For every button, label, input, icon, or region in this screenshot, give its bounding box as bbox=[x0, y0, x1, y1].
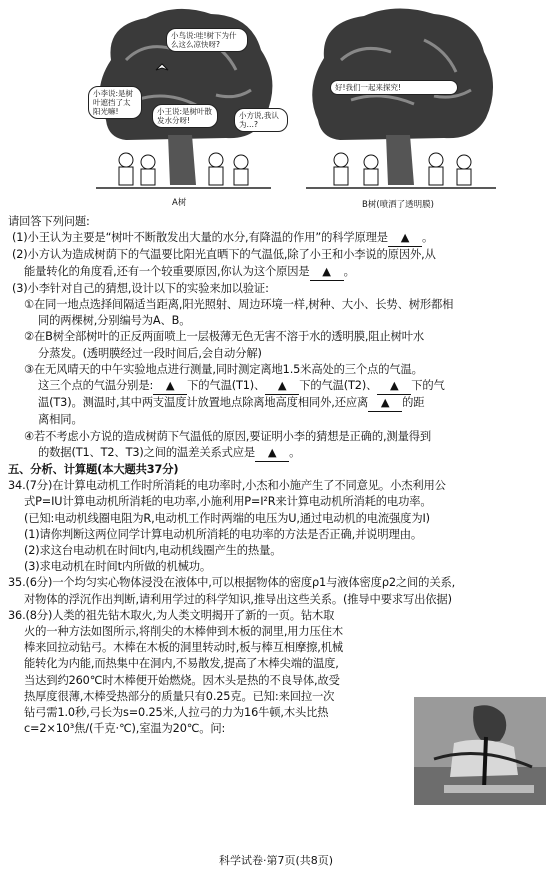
text-line: 的数据(T1、T2、T3)之间的温差关系式应是 bbox=[38, 445, 256, 459]
text-line: 35.(6分)一个均匀实心物体浸没在液体中,可以根据物体的密度ρ1与液体密度ρ2之间的关系, bbox=[8, 576, 456, 590]
tree-b-caption: B树(喷洒了透明膜) bbox=[362, 200, 434, 210]
text-line: 温(T3)。测温时,其中两支温度计放置地点除离地高度相同外,还应离 bbox=[38, 396, 369, 410]
text-line: ②在B树全部树叶的正反两面喷上一层极薄无色无害不溶于水的透明膜,阻止树叶水 bbox=[24, 330, 425, 344]
text-line: (2)求这台电动机在时间t内,电动机线圈产生的热量。 bbox=[24, 544, 282, 558]
bird-speech-bubble: 小鸟说:哇!树下为什么这么凉快呀? bbox=[166, 28, 248, 52]
text-line: (3)求电动机在时间t内所做的机械功。 bbox=[24, 560, 212, 574]
text-line: 能转化为内能,而热集中在洞内,不易散发,提高了木棒尖端的温度, bbox=[24, 657, 339, 671]
text-line: 式P=IU计算电动机所消耗的电功率,小施利用P=I²R来计算电动机所消耗的电功率。 bbox=[24, 495, 432, 509]
text-line: 34.(7分)在计算电动机工作时所消耗的电功率时,小杰和小施产生了不同意见。小杰利用公 bbox=[8, 479, 446, 493]
text-line: (3)小李针对自己的猜想,设计以下的实验来加以验证: bbox=[12, 281, 269, 295]
text-line: c=2×10³焦/(千克·℃),室温为20℃。问: bbox=[24, 722, 226, 736]
text-line: ①在同一地点选择间隔适当距离,阳光照射、周边环境一样,树种、大小、长势、树形都相 bbox=[24, 298, 454, 312]
section-heading: 五、分析、计算题(本大题共37分) bbox=[8, 463, 179, 477]
text-line: 钻弓需1.0秒,弓长为s=0.25米,人拉弓的力为16牛顿,木头比热 bbox=[24, 706, 329, 720]
xiaoli-speech-bubble: 小李说:是树叶遮挡了太阳光嘛! bbox=[88, 86, 142, 119]
text-line: 36.(8分)人类的祖先钻木取火,为人类文明揭开了新的一页。钻木取 bbox=[8, 608, 335, 622]
answer-blank[interactable]: ▲ bbox=[310, 264, 344, 281]
answer-blank[interactable]: ▲ bbox=[388, 230, 422, 247]
text-line: 这三个点的气温分别是: bbox=[38, 379, 154, 393]
text-line: (1)请你判断这两位同学计算电动机所消耗的电功率的方法是否正确,并说明理由。 bbox=[24, 527, 422, 541]
text-line: ③在无风晴天的中午实验地点进行测量,同时测定离地1.5米高处的三个点的气温。 bbox=[24, 362, 423, 376]
answer-blank[interactable]: ▲ bbox=[153, 378, 187, 395]
text-line: (已知:电动机线圈电阻为R,电动机工作时两端的电压为U,通过电动机的电流强度为I) bbox=[24, 511, 430, 525]
text-line: 分蒸发。(透明膜经过一段时间后,会自动分解) bbox=[38, 346, 262, 360]
text-line: 棒来回拉动钻弓。木棒在木板的洞里转动时,板与棒互相摩擦,机械 bbox=[24, 641, 343, 655]
answer-blank[interactable]: ▲ bbox=[265, 378, 299, 395]
tree-b-speech-bubble: 好!我们一起来探究! bbox=[330, 80, 458, 95]
text-line: 请回答下列问题: bbox=[8, 215, 90, 228]
text-line: (1)小王认为主要是“树叶不断散发出大量的水分,有降温的作用”的科学原理是 bbox=[12, 231, 388, 245]
question-text: 请回答下列问题: (1)小王认为主要是“树叶不断散发出大量的水分,有降温的作用”的科学原理是 ▲ 。 (2)小方认为造成树荫下的气温要比阳光直晒下的气温低,除了小王和小李说的原因外,从 能量转化的角度看,还有一个较重要原因,你认为这个原因是 ▲ 。 (3)小李针对自己的猜想,设计以下的实验来加以验证: ①在同一地点选择间隔适当距离,阳光照射、周边环境一样,树种、大小、长势、树形都相 同的两棵树,分别编号为A、B。 ②在B树全部树叶的正反两面喷上一层极薄无色无害不溶于水的透明膜,阻止树叶水 分蒸发。(透明膜经过一段时间后,会自动分解) ③在无风晴天的中午实验地点进行测量,同时测定离地1.5米高处的三个点的气温。 这三个点的气温分别是: ▲ 下的气温(T1)、 ▲ 下的气温(T2)、 ▲ 下的气 温(T3)。测温时,其中两支温度计放置地点除离地高度相同外,还应离 ▲ 的距 离相同。 ④若不考虑小方说的造成树荫下气温低的原因,要证明小李的猜想是正确的,测量得到 的数据(T1、T2、T3)之间的温差关系式应是 ▲ 。 五、分析、计算题(本大题共37分) 34.(7分)在计算电动机工作时所消耗的电功率时,小杰和小施产生了不同意见。小杰利用公 式P=IU计算电动机所消耗的电功率,小施利用P=I²R来计算电动机所消耗的电功率。 (已知:电动机线圈电阻为R,电动机工作时两端的电压为U,通过电动机的电流强度为I) (1)请你判断这两位同学计算电动机所消耗的电功率的方法是否正确,并说明理由。 (2)求这台电动机在时间t内,电动机线圈产生的热量。 (3)求电动机在时间t内所做的机械功。 35.(6分)一个均匀实心物体浸没在液体中,可以根据物体的密度ρ1与液体密度ρ2之间的关系, 对物体的浮沉作出判断,请利用学过的科学知识,推导出这些关系。(推导中要求写出依据) 36.(8分)人类的祖先钻木取火,为人类文明揭开了新的一页。钻木取 火的一种方法如图所示,将削尖的木棒伸到木板的洞里,用力压住木 棒来回拉动钻弓。木棒在木板的洞里转动时,板与棒互相摩擦,机械 能转化为内能,而热集中在洞内,不易散发,提高了木棒尖端的温度, 当达到约260℃时木棒便开始燃烧。因木头是热的不良导体,故受 热厚度很薄,木棒受热部分的质量只有0.25克。已知:来回拉一次 钻弓需1.0秒,弓长为s=0.25米,人拉弓的力为16牛顿,木头比热 c=2×10³焦/(千克·℃),室温为20℃。问: bbox=[8, 214, 548, 738]
text-line: 能量转化的角度看,还有一个较重要原因,你认为这个原因是 bbox=[24, 264, 310, 278]
text-line: 下的气温(T1)、 bbox=[187, 379, 266, 393]
text-line: 对物体的浮沉作出判断,请利用学过的科学知识,推导出这些关系。(推导中要求写出依据) bbox=[24, 592, 452, 606]
text-line: 的距 bbox=[402, 396, 425, 410]
xiaofang-speech-bubble: 小方说,我认为…? bbox=[234, 108, 288, 132]
text-line: 下的气 bbox=[411, 379, 445, 393]
answer-blank[interactable]: ▲ bbox=[377, 378, 411, 395]
page-footer: 科学试卷·第7页(共8页) bbox=[218, 854, 334, 867]
answer-blank[interactable]: ▲ bbox=[255, 445, 289, 462]
answer-blank[interactable]: ▲ bbox=[368, 395, 402, 412]
text-line: 当达到约260℃时木棒便开始燃烧。因木头是热的不良导体,故受 bbox=[24, 673, 340, 687]
fire-drill-photo bbox=[414, 697, 546, 805]
xiaowang-speech-bubble: 小王说:是树叶散发水分呀! bbox=[152, 104, 218, 128]
tree-a-caption: A树 bbox=[172, 198, 187, 208]
text-line: 下的气温(T2)、 bbox=[299, 379, 378, 393]
text-line: 热厚度很薄,木棒受热部分的质量只有0.25克。已知:来回拉一次 bbox=[24, 689, 335, 703]
text-line: 同的两棵树,分别编号为A、B。 bbox=[38, 314, 191, 328]
text-line: 离相同。 bbox=[38, 413, 83, 427]
text-line: ④若不考虑小方说的造成树荫下气温低的原因,要证明小李的猜想是正确的,测量得到 bbox=[24, 429, 432, 443]
text-line: 火的一种方法如图所示,将削尖的木棒伸到木板的洞里,用力压住木 bbox=[24, 625, 343, 639]
tree-b-illustration bbox=[296, 0, 506, 205]
text-line: (2)小方认为造成树荫下的气温要比阳光直晒下的气温低,除了小王和小李说的原因外,从 bbox=[12, 248, 436, 262]
